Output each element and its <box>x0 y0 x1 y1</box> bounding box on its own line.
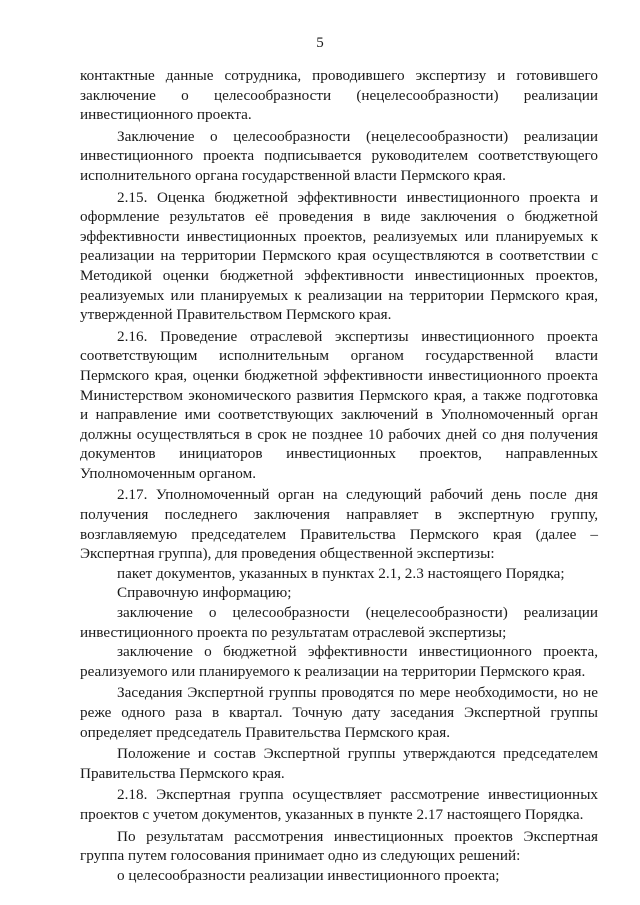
paragraph-2-16: 2.16. Проведение отраслевой экспертизы инвестиционного проекта соответствующим исполнительным органом государственной власти Пермского края, оценки бюджетной эффективности инвестиционного проекта Министерством экономического развития Пермского края, а также подготовка и направление ими соответствующих заключений в Уполномоченный орган должны осуществляться в срок не позднее 10 рабочих дней со дня получения документов инициаторов инвестиционных проектов, направленных Уполномоченным органом. <box>80 327 598 482</box>
document-body <box>80 66 598 885</box>
list-item-decision-feasible: о целесообразности реализации инвестиционного проекта; <box>117 866 500 884</box>
list-item-documents-package: пакет документов, указанных в пунктах 2.1, 2.3 настоящего Порядка; <box>117 564 565 582</box>
list-item-reference-info: Справочную информацию; <box>117 584 292 602</box>
paragraph-2-18: 2.18. Экспертная группа осуществляет рассмотрение инвестиционных проектов с учетом документов, указанных в пункте 2.17 настоящего Порядка. <box>80 786 598 823</box>
paragraph-voting: По результатам рассмотрения инвестиционных проектов Экспертная группа путем голосования принимает одно из следующих решений: <box>80 827 598 865</box>
paragraph-2-17: 2.17. Уполномоченный орган на следующий рабочий день после дня получения последнего заключения направляет в экспертную группу, возглавляемую председателем Правительства Пермского края (далее – Экспертная группа), для проведения общественной экспертизы: <box>80 486 598 563</box>
paragraph-group-regulation: Положение и состав Экспертной группы утверждаются председателем Правительства Пермского края. <box>80 745 598 782</box>
list-item-sector-conclusion: заключение о целесообразности (нецелесообразности) реализации инвестиционного проекта по результатам отраслевой экспертизы; <box>80 604 598 641</box>
paragraph-continuation: контактные данные сотрудника, проводившего экспертизу и готовившего заключение о целесообразности (нецелесообразности) реализации инвестиционного проекта. <box>80 67 598 124</box>
page-number: 5 <box>316 35 324 51</box>
list-item-budget-conclusion: заключение о бюджетной эффективности инвестиционного проекта, реализуемого или планируемого к реализации на территории Пермского края. <box>80 643 598 680</box>
paragraph-conclusion-signing: Заключение о целесообразности (нецелесообразности) реализации инвестиционного проекта подписывается руководителем соответствующего исполнительного органа государственной власти Пермского края. <box>80 127 598 184</box>
paragraph-2-15: 2.15. Оценка бюджетной эффективности инвестиционного проекта и оформление результатов её проведения в виде заключения о бюджетной эффективности инвестиционных проектов, реализуемых или планируемых к реализации на территории Пермского края осуществляются в соответствии с Методикой оценки бюджетной эффективности инвестиционных проектов, реализуемых или планируемых к реализации на территории Пермского края, утвержденной Правительством Пермского края. <box>80 188 598 324</box>
paragraph-meetings: Заседания Экспертной группы проводятся по мере необходимости, но не реже одного раза в квартал. Точную дату заседания Экспертной группы определяет председатель Правительства Пермского края. <box>80 684 598 741</box>
